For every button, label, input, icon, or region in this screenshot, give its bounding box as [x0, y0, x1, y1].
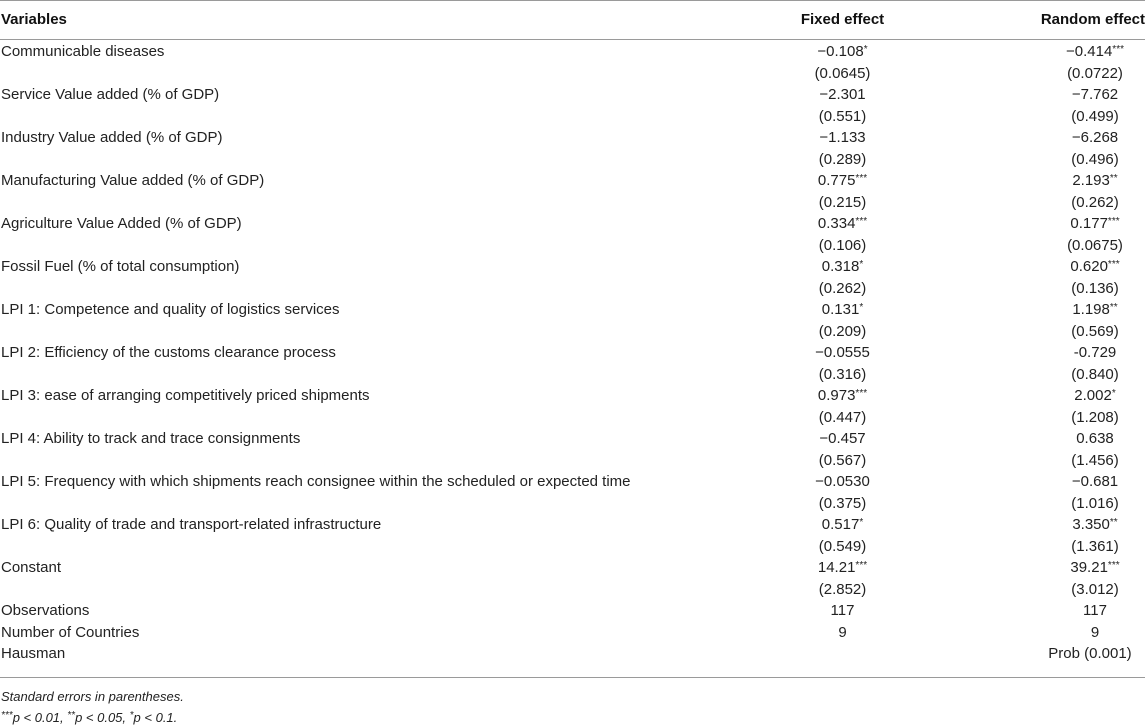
random-effect-cell-value: (1.456): [1071, 451, 1119, 469]
fixed-effect-cell-value: (0.447): [818, 408, 867, 426]
fixed-effect-cell-value: (0.209): [818, 322, 867, 340]
fixed-effect-cell: [735, 342, 950, 364]
fixed-effect-cell-value: 117: [830, 602, 855, 619]
random-effect-cell: [950, 321, 1145, 343]
random-effect-cell-significance: ***: [1107, 560, 1120, 571]
variable-label: Manufacturing Value added (% of GDP): [1, 172, 265, 189]
random-effect-cell: [950, 235, 1145, 257]
fixed-effect-cell-value: 14.21: [817, 559, 856, 576]
random-effect-cell-value: (0.496): [1071, 150, 1119, 168]
random-effect-cell-value: 117: [1083, 602, 1107, 619]
random-effect-cell: [950, 600, 1145, 622]
variable-label: [0, 364, 735, 386]
fixed-effect-cell-value: −0.0555: [815, 344, 870, 361]
random-effect-cell-value: -0.729: [1073, 344, 1117, 361]
random-effect-cell: [950, 514, 1145, 536]
random-effect-cell-value: −7.762: [1071, 86, 1119, 103]
random-effect-cell: [950, 213, 1145, 235]
random-effect-cell: [950, 40, 1145, 63]
fixed-effect-cell-value: 0.131: [821, 301, 860, 318]
random-effect-cell-value: (0.840): [1071, 365, 1119, 383]
variable-label: [0, 278, 735, 300]
variable-label: [0, 149, 735, 171]
fixed-effect-cell: [735, 106, 950, 128]
random-effect-cell-value: (3.012): [1071, 580, 1119, 598]
random-effect-cell-value: 0.620: [1070, 258, 1108, 275]
variable-label: LPI 3: ease of arranging competitively priced shipments: [1, 387, 370, 404]
random-effect-cell: [950, 106, 1145, 128]
hausman-label: Hausman: [1, 645, 66, 662]
random-effect-cell-value: (1.361): [1071, 537, 1119, 555]
hausman-value: Prob (0.001): [1048, 645, 1132, 662]
table-row-standard-error: [0, 106, 1145, 128]
table-row: [0, 213, 1145, 235]
fixed-effect-cell: [735, 600, 950, 622]
fixed-effect-cell-value: −0.108: [817, 43, 864, 60]
random-effect-cell: [950, 385, 1145, 407]
table-row: [0, 471, 1145, 493]
table-row-standard-error: [0, 536, 1145, 558]
table-row-standard-error: [0, 235, 1145, 257]
table-row: [0, 428, 1145, 450]
fixed-effect-cell-value: (0.0645): [814, 64, 871, 82]
fixed-effect-cell: [735, 299, 950, 321]
variable-label: LPI 6: Quality of trade and transport-related infrastructure: [1, 516, 382, 533]
table-row-standard-error: [0, 493, 1145, 515]
random-effect-cell: [950, 622, 1145, 644]
random-effect-cell-significance: **: [1109, 173, 1118, 184]
table-row-standard-error: [0, 63, 1145, 85]
fixed-effect-cell: [735, 622, 950, 644]
fixed-effect-cell-value: (0.215): [818, 193, 867, 211]
random-effect-cell: [950, 149, 1145, 171]
random-effect-cell: [950, 364, 1145, 386]
fixed-effect-cell: [735, 127, 950, 149]
fixed-effect-cell: [735, 321, 950, 343]
fixed-effect-cell-value: 0.334: [817, 215, 856, 232]
random-effect-cell-significance: ***: [1107, 216, 1120, 227]
fixed-effect-cell-significance: *: [859, 517, 864, 528]
fixed-effect-cell-value: −1.133: [819, 129, 866, 146]
random-effect-cell-value: 0.638: [1076, 430, 1114, 447]
table-header-row: [0, 1, 1145, 40]
fixed-effect-cell: [735, 493, 950, 515]
table-row: [0, 40, 1145, 63]
fixed-effect-cell: [735, 428, 950, 450]
random-effect-cell-value: 3.350: [1072, 516, 1110, 533]
random-effect-cell-value: (1.016): [1071, 494, 1119, 512]
random-effect-cell: [950, 493, 1145, 515]
table-row: [0, 557, 1145, 579]
fixed-effect-cell-value: (0.106): [818, 236, 867, 254]
fixed-effect-cell-value: 0.973: [817, 387, 856, 404]
fixed-effect-cell: [735, 536, 950, 558]
fixed-effect-cell-value: (0.567): [818, 451, 867, 469]
fixed-effect-cell: [735, 579, 950, 601]
table-row: [0, 84, 1145, 106]
random-effect-cell-value: (0.136): [1071, 279, 1119, 297]
header-variables: Variables: [0, 1, 735, 40]
footnote-sig-2: **: [67, 710, 76, 721]
footnote-p2: p < 0.05,: [75, 710, 130, 725]
random-effect-cell-value: 9: [1090, 623, 1100, 641]
random-effect-cell-value: 1.198: [1072, 301, 1110, 318]
table-row-standard-error: [0, 450, 1145, 472]
variable-label: Communicable diseases: [1, 43, 165, 60]
variable-label: [0, 450, 735, 472]
random-effect-cell-significance: *: [1111, 388, 1116, 399]
table-row-standard-error: [0, 278, 1145, 300]
table-row-standard-error: [0, 364, 1145, 386]
random-effect-cell-value: −0.414: [1066, 43, 1113, 60]
footnote-standard-errors: Standard errors in parentheses.: [1, 689, 184, 704]
fixed-effect-cell: [735, 192, 950, 214]
fixed-effect-cell-value: (0.551): [818, 107, 867, 125]
table-row: [0, 514, 1145, 536]
fixed-effect-cell: [735, 170, 950, 192]
random-effect-cell: [950, 579, 1145, 601]
table-footnotes: [0, 677, 1145, 728]
variable-label: [0, 407, 735, 429]
fixed-effect-cell-significance: *: [863, 44, 868, 55]
variable-label: LPI 4: Ability to track and trace consignments: [1, 430, 301, 447]
random-effect-cell: [950, 84, 1145, 106]
table-row: [0, 385, 1145, 407]
variable-label: Observations: [1, 602, 90, 619]
variable-label: LPI 2: Efficiency of the customs clearance process: [1, 344, 336, 361]
variable-label: Fossil Fuel (% of total consumption): [1, 258, 240, 275]
random-effect-cell: [950, 256, 1145, 278]
random-effect-cell-value: 2.002: [1074, 387, 1112, 404]
random-effect-cell-value: 2.193: [1072, 172, 1110, 189]
fixed-effect-cell: [735, 364, 950, 386]
fixed-effect-cell-value: (2.852): [818, 580, 867, 598]
random-effect-cell: [950, 63, 1145, 85]
variable-label: Agriculture Value Added (% of GDP): [1, 215, 242, 232]
fixed-effect-cell-significance: *: [859, 302, 864, 313]
fixed-effect-cell: [735, 63, 950, 85]
random-effect-cell-value: 39.21: [1070, 559, 1108, 576]
footnote-sig-1: ***: [1, 710, 13, 721]
random-effect-cell-value: (0.0722): [1067, 64, 1123, 82]
table-row: [0, 299, 1145, 321]
variable-label: Constant: [1, 559, 62, 576]
table-row: [0, 170, 1145, 192]
variable-label: [0, 493, 735, 515]
fixed-effect-cell-value: 0.775: [817, 172, 856, 189]
fixed-effect-cell-value: (0.289): [818, 150, 867, 168]
variable-label: [0, 63, 735, 85]
random-effect-cell: [950, 407, 1145, 429]
fixed-effect-cell-value: (0.316): [818, 365, 867, 383]
table-row-hausman: [0, 643, 1145, 665]
random-effect-cell: [950, 299, 1145, 321]
header-random-effect: Random effect: [950, 1, 1145, 40]
variable-label: [0, 579, 735, 601]
fixed-effect-cell-value: (0.375): [818, 494, 867, 512]
random-effect-cell: [950, 450, 1145, 472]
fixed-effect-cell: [735, 235, 950, 257]
random-effect-cell-significance: ***: [1112, 44, 1124, 55]
variable-label: [0, 106, 735, 128]
variable-label: [0, 192, 735, 214]
table-row: [0, 342, 1145, 364]
fixed-effect-cell-value: (0.549): [818, 537, 867, 555]
random-effect-cell-significance: **: [1109, 517, 1118, 528]
fixed-effect-cell: [735, 256, 950, 278]
random-effect-cell-value: (0.0675): [1067, 236, 1123, 254]
variable-label: [0, 321, 735, 343]
fixed-effect-cell: [735, 40, 950, 63]
table-body: [0, 40, 1145, 665]
fixed-effect-cell-significance: *: [859, 259, 864, 270]
fixed-effect-cell-significance: ***: [855, 388, 868, 399]
random-effect-cell-significance: **: [1109, 302, 1118, 313]
random-effect-cell: [950, 170, 1145, 192]
variable-label: [0, 536, 735, 558]
random-effect-cell-value: −0.681: [1071, 473, 1119, 490]
random-effect-cell: [950, 557, 1145, 579]
random-effect-cell: [950, 127, 1145, 149]
fixed-effect-cell-value: −2.301: [819, 86, 866, 103]
fixed-effect-cell-significance: ***: [855, 173, 868, 184]
random-effect-cell-value: (0.262): [1071, 193, 1119, 211]
header-fixed-effect: Fixed effect: [735, 1, 950, 40]
table-row-standard-error: [0, 321, 1145, 343]
variable-label: Number of Countries: [1, 623, 140, 641]
fixed-effect-cell: [735, 149, 950, 171]
footnote-significance: [0, 707, 1145, 728]
fixed-effect-cell: [735, 407, 950, 429]
fixed-effect-cell-value: 0.318: [821, 258, 860, 275]
random-effect-cell: [950, 278, 1145, 300]
variable-label: LPI 1: Competence and quality of logistics services: [1, 301, 340, 318]
table-row: [0, 127, 1145, 149]
random-effect-cell-value: (0.569): [1071, 322, 1119, 340]
fixed-effect-cell-value: (0.262): [818, 279, 867, 297]
fixed-effect-cell-significance: ***: [855, 560, 868, 571]
random-effect-cell-value: (0.499): [1071, 107, 1119, 125]
fixed-effect-cell: [735, 278, 950, 300]
variable-label: Industry Value added (% of GDP): [1, 129, 223, 146]
table-row-standard-error: [0, 407, 1145, 429]
table-row-standard-error: [0, 192, 1145, 214]
fixed-effect-cell-value: −0.457: [819, 430, 866, 447]
variable-label: LPI 5: Frequency with which shipments reach consignee within the scheduled or expected time: [1, 473, 631, 490]
table-row: [0, 622, 1145, 644]
random-effect-cell: [950, 342, 1145, 364]
random-effect-cell-value: −6.268: [1071, 129, 1119, 146]
fixed-effect-cell: [735, 514, 950, 536]
fixed-effect-cell: [735, 557, 950, 579]
fixed-effect-cell-value: 9: [838, 623, 847, 641]
footnote-sig-3: *: [129, 710, 134, 721]
table-row-standard-error: [0, 149, 1145, 171]
fixed-effect-cell: [735, 471, 950, 493]
fixed-effect-cell: [735, 84, 950, 106]
random-effect-cell-significance: ***: [1107, 259, 1120, 270]
footnote-p1: p < 0.01,: [12, 710, 68, 725]
fixed-effect-cell-value: 0.517: [821, 516, 860, 533]
fixed-effect-cell: [735, 385, 950, 407]
random-effect-cell: [950, 536, 1145, 558]
random-effect-cell-value: (1.208): [1071, 408, 1119, 426]
random-effect-cell-value: 0.177: [1070, 215, 1108, 232]
fixed-effect-cell-significance: ***: [855, 216, 868, 227]
variable-label: [0, 235, 735, 257]
table-row-standard-error: [0, 579, 1145, 601]
table-row: [0, 600, 1145, 622]
table-row: [0, 256, 1145, 278]
random-effect-cell: [950, 192, 1145, 214]
fixed-effect-cell: [735, 450, 950, 472]
random-effect-cell: [950, 471, 1145, 493]
variable-label: Service Value added (% of GDP): [1, 86, 220, 103]
random-effect-cell: [950, 428, 1145, 450]
fixed-effect-cell-value: −0.0530: [815, 473, 870, 490]
footnote-p3: p < 0.1.: [133, 710, 178, 725]
fixed-effect-cell: [735, 213, 950, 235]
